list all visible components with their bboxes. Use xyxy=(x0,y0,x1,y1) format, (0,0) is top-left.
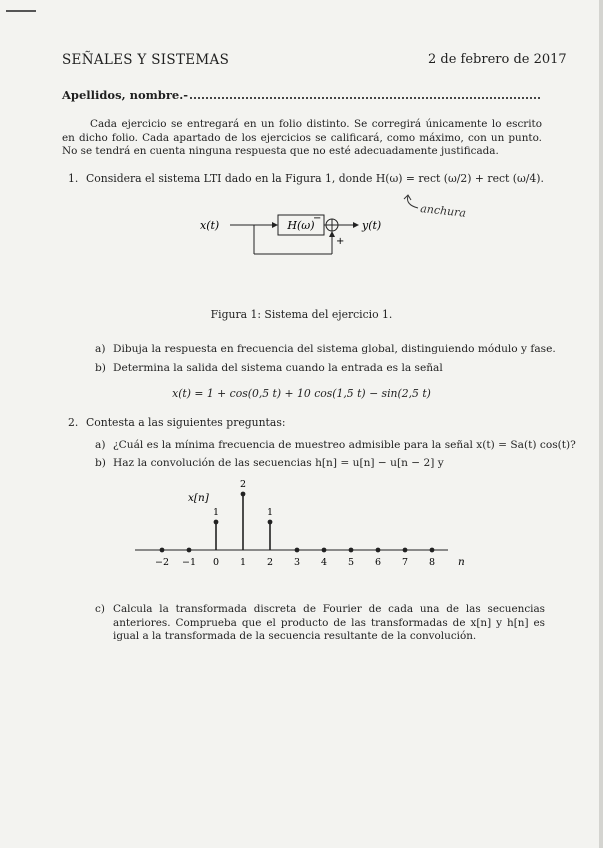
question-2a-text: ¿Cuál es la mínima frecuencia de muestreo admisible para la señal x(t) = Sa(t) cos(t)? xyxy=(113,439,576,451)
question-2a xyxy=(95,439,576,451)
handwritten-annotation xyxy=(402,190,492,220)
question-1b xyxy=(95,362,443,374)
stem-value-label: 1 xyxy=(266,507,274,518)
plus-sign: + xyxy=(336,236,345,247)
block-label: H(ω) xyxy=(287,219,315,232)
question-2c-text: Calcula la transformada discreta de Fourier de cada una de las secuencias anteriores. Comprueba que el producto de las transformadas de x[n] y h[n] es igual a la transformada de la secuencia resultante de la convolución. xyxy=(113,603,545,642)
stem-point xyxy=(403,548,408,553)
plot-title: x[n] xyxy=(188,492,209,504)
question-number: 2. xyxy=(68,416,79,429)
tick-label: 6 xyxy=(374,557,382,568)
tick-label: 3 xyxy=(293,557,301,568)
question-2-text: Contesta a las siguientes preguntas: xyxy=(86,416,286,429)
question-2b-text: Haz la convolución de las secuencias h[n] = u[n] − u[n − 2] y xyxy=(113,457,444,469)
diagram-input-label: x(t) xyxy=(200,219,220,232)
tick-label: −2 xyxy=(154,557,170,568)
item-label: b) xyxy=(95,362,106,374)
question-1a-text: Dibuja la respuesta en frecuencia del sistema global, distinguiendo módulo y fase. xyxy=(113,343,556,355)
stem-value-label: 2 xyxy=(239,479,247,490)
tick-label: 0 xyxy=(212,557,220,568)
tick-label: 2 xyxy=(266,557,274,568)
tick-label: 5 xyxy=(347,557,355,568)
question-1a xyxy=(95,343,556,355)
corner-mark xyxy=(6,10,36,12)
stem-point xyxy=(241,492,246,497)
question-2 xyxy=(68,416,286,429)
stem-point xyxy=(322,548,327,553)
item-label: c) xyxy=(95,603,105,615)
page-edge xyxy=(599,0,603,848)
handwritten-word: anchura xyxy=(419,202,467,220)
diagram-output-label: y(t) xyxy=(362,219,382,232)
stem-point xyxy=(187,548,192,553)
stem-point xyxy=(349,548,354,553)
stem-point xyxy=(160,548,165,553)
question-1b-text: Determina la salida del sistema cuando la entrada es la señal xyxy=(113,362,443,374)
stem-point xyxy=(295,548,300,553)
item-label: a) xyxy=(95,343,106,355)
input-signal-equation: x(t) = 1 + cos(0,5 t) + 10 cos(1,5 t) − sin(2,5 t) xyxy=(172,387,431,400)
tick-label: 7 xyxy=(401,557,409,568)
stem-value-label: 1 xyxy=(212,507,220,518)
question-number: 1. xyxy=(68,172,79,185)
item-label: a) xyxy=(95,439,106,451)
stem-point xyxy=(376,548,381,553)
question-1-text: Considera el sistema LTI dado en la Figura 1, donde H(ω) = rect (ω/2) + rect (ω/4). xyxy=(86,172,544,185)
item-label: b) xyxy=(95,457,106,469)
tick-label: 4 xyxy=(320,557,328,568)
name-label: Apellidos, nombre.- xyxy=(62,88,188,102)
block-diagram xyxy=(190,210,410,262)
question-2c xyxy=(95,603,545,644)
stem-point xyxy=(214,520,219,525)
minus-sign: − xyxy=(313,213,322,224)
exam-date: 2 de febrero de 2017 xyxy=(428,52,567,67)
axis-label-n: n xyxy=(458,556,465,568)
stem-point xyxy=(268,520,273,525)
course-title: SEÑALES Y SISTEMAS xyxy=(62,52,230,68)
tick-label: 8 xyxy=(428,557,436,568)
instructions-paragraph: Cada ejercicio se entregará en un folio distinto. Se corregirá únicamente lo escrito en dicho folio. Cada apartado de los ejercicios se calificará, como máximo, con un punto. No se tendrá en cuenta ninguna respuesta que no esté adecuadamente justificada. xyxy=(62,118,542,157)
question-1 xyxy=(68,172,544,185)
question-2b xyxy=(95,457,444,469)
tick-label: 1 xyxy=(239,557,247,568)
figure-caption: Figura 1: Sistema del ejercicio 1. xyxy=(210,308,393,321)
stem-plot xyxy=(130,478,470,570)
name-field-line xyxy=(190,91,540,99)
stem-point xyxy=(430,548,435,553)
tick-label: −1 xyxy=(181,557,197,568)
